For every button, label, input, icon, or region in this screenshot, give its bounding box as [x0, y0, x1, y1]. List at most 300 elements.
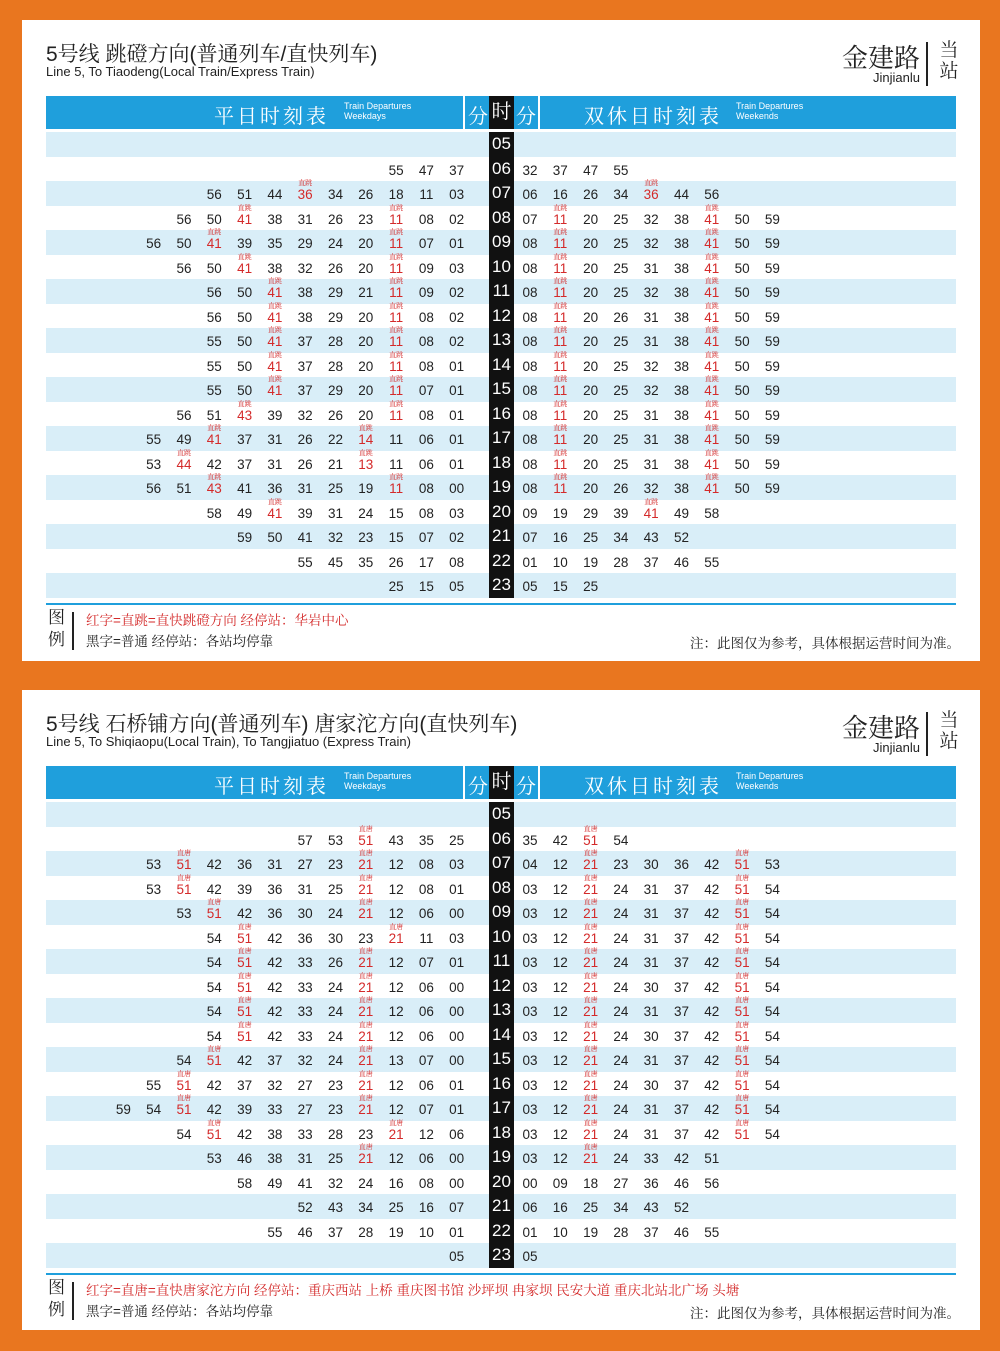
hour-cell: 11: [489, 279, 514, 304]
weekday-minute: 24: [327, 1028, 344, 1044]
weekend-minute: 54: [764, 1053, 780, 1068]
weekend-minute: 50: [734, 407, 750, 423]
express-minute: 直跳 13: [351, 451, 381, 479]
weekend-minute: 37: [673, 906, 690, 921]
weekday-minute: 50: [237, 358, 253, 374]
weekend-minute: 50: [734, 383, 750, 398]
weekend-minute: 24: [613, 881, 629, 897]
express-minute: 直跳 41: [697, 279, 727, 307]
express-minute: 直唐 21: [381, 1121, 411, 1149]
express-minute: 直唐 21: [351, 1145, 381, 1173]
express-minute: 直唐 51: [169, 1072, 199, 1100]
weekday-minute: 12: [388, 1028, 404, 1044]
weekend-minute: 03: [522, 955, 538, 970]
weekday-minute: 24: [327, 236, 344, 251]
weekend-minute: 32: [643, 383, 659, 398]
weekday-minute: 08: [418, 211, 434, 227]
weekend-minute: 25: [613, 211, 629, 227]
express-minute: 直跳 11: [545, 426, 575, 454]
express-minute: 直唐 21: [351, 1047, 381, 1075]
weekday-minute: 50: [176, 236, 192, 251]
weekend-minute: 42: [704, 1053, 720, 1068]
express-minute: 直唐 51: [727, 1096, 757, 1124]
weekend-minute: 31: [643, 407, 659, 423]
weekend-minute: 54: [764, 1028, 780, 1044]
table-row: [46, 451, 956, 476]
express-minute: 直唐 21: [576, 1072, 606, 1100]
weekday-minute: 12: [388, 955, 404, 970]
weekend-minute: 01: [522, 554, 538, 570]
weekday-minute: 05: [449, 579, 465, 594]
weekday-minute: 50: [237, 383, 253, 398]
hour-cell: 15: [489, 1047, 514, 1072]
hour-cell: 08: [489, 876, 514, 901]
weekday-minute: 43: [327, 1200, 344, 1215]
timetable-header: [46, 96, 956, 129]
express-minute: 直唐 21: [576, 1096, 606, 1124]
express-minute: 直唐 21: [351, 949, 381, 977]
weekday-minute: 12: [388, 1151, 404, 1166]
weekday-minute: 10: [418, 1224, 434, 1240]
weekday-minute: 07: [418, 383, 434, 398]
weekend-minute: 06: [522, 1200, 538, 1215]
weekday-minute: 42: [237, 1053, 253, 1068]
weekday-minute: 55: [206, 358, 222, 374]
weekend-minute: 50: [734, 358, 750, 374]
weekend-minute: 03: [522, 1077, 538, 1093]
weekday-minute: 57: [297, 832, 313, 848]
legend-vline: [72, 612, 74, 650]
weekday-minute: 00: [449, 1053, 465, 1068]
weekend-minute: 34: [613, 187, 629, 202]
express-minute: 直跳 43: [230, 402, 260, 430]
hour-cell: 23: [489, 1243, 514, 1268]
weekday-subtitle: [344, 101, 411, 121]
weekend-minute: 12: [552, 1053, 568, 1068]
weekend-minute: 20: [583, 260, 599, 276]
table-row: [46, 132, 956, 157]
weekend-minute: 23: [613, 857, 629, 872]
table-row: [46, 998, 956, 1023]
station-name-zh: 金建路: [841, 43, 920, 73]
current-station-tag: 当站: [939, 40, 959, 82]
express-minute: 直跳 11: [545, 255, 575, 283]
weekend-minute: 42: [704, 1004, 720, 1019]
weekday-minute: 56: [146, 236, 162, 251]
weekday-minute: 32: [327, 1175, 344, 1191]
weekday-minute: 28: [358, 1224, 374, 1240]
weekday-minute: 02: [449, 530, 465, 545]
express-minute: 直跳 41: [697, 304, 727, 332]
weekend-minute: 37: [673, 930, 690, 946]
weekday-minute: 07: [418, 236, 434, 251]
weekend-minute: 42: [704, 1102, 720, 1117]
express-minute: 直唐 21: [576, 998, 606, 1026]
weekday-minute: 08: [418, 881, 434, 897]
hour-cell: 12: [489, 304, 514, 329]
weekend-minute: 54: [764, 930, 780, 946]
weekend-minute: 32: [643, 211, 659, 227]
weekend-title: 双休日时刻表: [584, 106, 722, 128]
weekday-minute: 26: [327, 407, 344, 423]
weekend-minute: 08: [522, 358, 538, 374]
weekday-minute: 20: [358, 236, 374, 251]
weekend-minute: 25: [613, 456, 629, 472]
station-name-en: Jinjianlu: [873, 740, 920, 755]
title-en: Line 5, To Tiaodeng(Local Train/Express Train): [46, 64, 315, 79]
weekend-minute: 31: [643, 1004, 659, 1019]
minute-label-left: 分: [468, 776, 488, 798]
weekend-minute: 16: [552, 1200, 568, 1215]
weekday-minute: 24: [327, 906, 344, 921]
express-minute: 直跳 11: [381, 328, 411, 356]
weekday-minute: 32: [327, 530, 344, 545]
weekday-minute: 31: [297, 881, 313, 897]
weekend-minute: 03: [522, 1102, 538, 1117]
weekday-minute: 33: [297, 1028, 313, 1044]
weekend-minute: 08: [522, 383, 538, 398]
weekday-minute: 09: [418, 260, 434, 276]
express-minute: 直唐 21: [351, 851, 381, 879]
weekend-minute: 12: [552, 1126, 568, 1142]
weekday-minute: 11: [419, 187, 434, 202]
express-minute: 直唐 51: [230, 998, 260, 1026]
weekday-minute: 17: [418, 554, 434, 570]
weekend-minute: 58: [704, 505, 720, 521]
weekday-minute: 20: [358, 260, 374, 276]
table-row: [46, 157, 956, 182]
weekday-minute: 56: [176, 260, 192, 276]
table-row: [46, 573, 956, 598]
legend-local: 黑字=普通 经停站：各站均停靠: [86, 1304, 274, 1319]
weekday-minute: 11: [389, 432, 404, 447]
weekday-minute: 27: [297, 1077, 313, 1093]
timetable-header: [46, 766, 956, 799]
weekday-minute: 35: [418, 832, 434, 848]
weekday-minute: 06: [418, 1004, 434, 1019]
weekday-minute: 32: [297, 260, 313, 276]
weekday-minute: 03: [449, 505, 465, 521]
weekday-minute: 12: [388, 1004, 404, 1019]
weekend-minute: 31: [643, 432, 659, 447]
weekday-minute: 42: [267, 1004, 283, 1019]
weekend-minute: 03: [522, 979, 538, 995]
express-minute: 直跳 41: [697, 475, 727, 503]
weekday-minute: 51: [237, 187, 253, 202]
weekend-minute: 54: [764, 906, 780, 921]
weekend-minute: 31: [643, 260, 659, 276]
express-minute: 直跳 41: [697, 353, 727, 381]
weekday-minute: 37: [237, 456, 253, 472]
weekday-minute: 42: [206, 881, 222, 897]
hour-cell: 11: [489, 949, 514, 974]
express-minute: 直跳 41: [697, 230, 727, 258]
weekend-minute: 54: [764, 881, 780, 897]
weekend-minute: 20: [583, 481, 599, 496]
weekday-minute: 28: [327, 334, 344, 349]
weekday-minute: 11: [389, 456, 404, 472]
weekday-minute: 31: [297, 481, 313, 496]
weekend-minute: 28: [613, 1224, 629, 1240]
weekday-minute: 47: [418, 162, 434, 178]
hour-cell: 20: [489, 1170, 514, 1195]
weekend-minute: 37: [552, 162, 568, 178]
weekday-minute: 08: [418, 1175, 434, 1191]
weekend-minute: 37: [673, 1053, 690, 1068]
weekend-minute: 20: [583, 334, 599, 349]
weekend-minute: 34: [613, 1200, 629, 1215]
table-row: [46, 1096, 956, 1121]
express-minute: 直跳 11: [381, 475, 411, 503]
weekend-minute: 38: [673, 309, 690, 325]
weekend-subtitle-line1: Train Departures: [736, 101, 804, 111]
weekday-minute: 06: [418, 906, 434, 921]
weekend-minute: 37: [673, 979, 690, 995]
weekday-minute: 01: [449, 1077, 465, 1093]
weekday-minute: 54: [206, 979, 222, 995]
weekend-minute: 08: [522, 456, 538, 472]
express-minute: 直跳 11: [545, 206, 575, 234]
weekday-minute: 00: [449, 1175, 465, 1191]
weekday-minute: 42: [206, 857, 222, 872]
weekday-minute: 01: [449, 456, 465, 472]
weekday-minute: 20: [358, 383, 374, 398]
weekday-minute: 29: [297, 236, 313, 251]
weekday-minute: 34: [327, 187, 344, 202]
weekend-minute: 12: [552, 1102, 568, 1117]
weekday-minute: 58: [206, 505, 222, 521]
express-minute: 直跳 11: [381, 206, 411, 234]
weekend-subtitle: [736, 101, 803, 121]
weekday-minute: 24: [358, 505, 374, 521]
weekend-minute: 03: [522, 1053, 538, 1068]
hour-cell: 09: [489, 230, 514, 255]
hour-cell: 09: [489, 900, 514, 925]
weekend-minute: 42: [552, 832, 568, 848]
weekday-minute: 31: [297, 1151, 313, 1166]
weekday-minute: 33: [267, 1102, 283, 1117]
table-row: [46, 802, 956, 827]
hour-cell: 21: [489, 524, 514, 549]
weekday-minute: 53: [146, 857, 162, 872]
hour-cell: 22: [489, 1219, 514, 1244]
express-minute: 直唐 51: [727, 851, 757, 879]
weekend-minute: 54: [764, 1102, 780, 1117]
weekday-minute: 38: [267, 1151, 283, 1166]
hour-cell: 19: [489, 475, 514, 500]
weekend-minute: 52: [673, 1200, 690, 1215]
weekend-minute: 19: [552, 505, 568, 521]
weekend-subtitle: [736, 771, 803, 791]
weekday-minute: 06: [418, 979, 434, 995]
express-minute: 直跳 11: [381, 402, 411, 430]
weekday-minute: 54: [206, 1028, 222, 1044]
express-minute: 直跳 41: [260, 377, 290, 405]
weekend-minute: 08: [522, 407, 538, 423]
weekend-minute: 08: [522, 236, 538, 251]
legend-divider: [46, 603, 956, 605]
express-minute: 直跳 11: [545, 377, 575, 405]
weekend-subtitle-line2: Weekends: [736, 781, 779, 791]
weekend-minute: 20: [583, 309, 599, 325]
weekday-minute: 42: [237, 906, 253, 921]
weekend-minute: 07: [522, 211, 538, 227]
table-row: [46, 1170, 956, 1195]
hour-cell: 13: [489, 998, 514, 1023]
weekday-minute: 02: [449, 285, 465, 300]
express-minute: 直跳 11: [381, 230, 411, 258]
express-minute: 直唐 21: [576, 925, 606, 953]
weekday-minute: 54: [206, 1004, 222, 1019]
weekday-minute: 21: [327, 456, 344, 472]
weekday-minute: 38: [267, 1126, 283, 1142]
weekend-minute: 47: [583, 162, 599, 178]
weekday-minute: 06: [418, 432, 434, 447]
hour-cell: 17: [489, 1096, 514, 1121]
weekday-minute: 56: [206, 309, 222, 325]
weekday-minute: 08: [418, 407, 434, 423]
weekday-minute: 15: [418, 579, 434, 594]
weekend-minute: 12: [552, 979, 568, 995]
express-minute: 直唐 51: [727, 1047, 757, 1075]
table-row: [46, 500, 956, 525]
weekend-minute: 31: [643, 1102, 659, 1117]
weekend-minute: 38: [673, 407, 690, 423]
weekday-minute: 52: [297, 1200, 313, 1215]
weekday-minute: 35: [358, 554, 374, 570]
weekend-minute: 42: [704, 881, 720, 897]
express-minute: 直跳 41: [697, 402, 727, 430]
weekend-minute: 32: [643, 358, 659, 374]
table-row: [46, 1194, 956, 1219]
weekday-minute: 33: [297, 979, 313, 995]
weekend-minute: 30: [643, 1028, 659, 1044]
express-minute: 直跳 41: [260, 500, 290, 528]
weekday-minute: 42: [267, 955, 283, 970]
express-minute: 直唐 51: [230, 1023, 260, 1051]
weekday-minute: 06: [418, 1077, 434, 1093]
express-minute: 直唐 21: [381, 925, 411, 953]
weekday-minute: 39: [267, 407, 283, 423]
weekday-minute: 01: [449, 1224, 465, 1240]
express-minute: 直跳 41: [697, 451, 727, 479]
weekend-minute: 24: [613, 979, 629, 995]
weekend-minute: 12: [552, 881, 568, 897]
weekday-minute: 43: [388, 832, 404, 848]
weekday-minute: 50: [237, 334, 253, 349]
weekday-minute: 23: [358, 530, 374, 545]
weekday-minute: 38: [267, 211, 283, 227]
express-minute: 直跳 41: [230, 255, 260, 283]
weekend-minute: 38: [673, 285, 690, 300]
hour-cell: 05: [489, 132, 514, 157]
weekend-minute: 59: [764, 334, 780, 349]
table-row: [46, 377, 956, 402]
weekend-minute: 59: [764, 407, 780, 423]
weekend-minute: 25: [613, 407, 629, 423]
weekday-minute: 27: [297, 857, 313, 872]
express-minute: 直跳 41: [260, 328, 290, 356]
weekday-minute: 08: [418, 334, 434, 349]
express-minute: 直跳 41: [636, 500, 666, 528]
weekday-minute: 12: [418, 1126, 434, 1142]
table-row: [46, 827, 956, 852]
express-minute: 直唐 51: [230, 974, 260, 1002]
express-minute: 直唐 21: [351, 900, 381, 928]
weekend-minute: 59: [764, 260, 780, 276]
weekend-minute: 12: [552, 906, 568, 921]
weekday-minute: 46: [297, 1224, 313, 1240]
weekend-minute: 08: [522, 260, 538, 276]
weekday-minute: 20: [358, 358, 374, 374]
weekend-minute: 12: [552, 955, 568, 970]
weekday-minute: 56: [206, 187, 222, 202]
weekend-minute: 38: [673, 481, 690, 496]
weekday-minute: 59: [115, 1102, 131, 1117]
weekday-minute: 28: [327, 358, 344, 374]
weekday-minute: 23: [358, 1126, 374, 1142]
weekday-minute: 31: [267, 432, 283, 447]
weekday-minute: 01: [449, 236, 465, 251]
weekend-minute: 59: [764, 236, 780, 251]
weekend-minute: 55: [704, 554, 720, 570]
weekday-minute: 00: [449, 1151, 465, 1166]
weekend-minute: 49: [673, 505, 690, 521]
weekday-minute: 56: [176, 211, 192, 227]
weekend-minute: 59: [764, 285, 780, 300]
minute-label-right: 分: [516, 776, 536, 798]
weekend-minute: 31: [643, 334, 659, 349]
weekend-minute: 09: [522, 505, 538, 521]
weekday-minute: 31: [327, 505, 344, 521]
weekday-minute: 54: [176, 1053, 192, 1068]
weekday-minute: 53: [327, 832, 344, 848]
express-minute: 直唐 21: [351, 1072, 381, 1100]
weekday-minute: 15: [388, 530, 404, 545]
weekend-minute: 16: [552, 187, 568, 202]
hour-cell: 13: [489, 328, 514, 353]
timetable-grid: [46, 802, 956, 1268]
weekday-minute: 16: [418, 1200, 434, 1215]
hour-label: 时: [489, 766, 514, 799]
weekday-minute: 37: [327, 1224, 344, 1240]
weekday-minute: 30: [297, 906, 313, 921]
express-minute: 直跳 36: [636, 181, 666, 209]
weekday-minute: 00: [449, 481, 465, 496]
hour-cell: 22: [489, 549, 514, 574]
weekend-minute: 25: [613, 383, 629, 398]
table-row: [46, 475, 956, 500]
express-minute: 直跳 11: [545, 353, 575, 381]
express-minute: 直唐 51: [169, 1096, 199, 1124]
express-minute: 直唐 21: [576, 851, 606, 879]
weekend-minute: 03: [522, 1151, 538, 1166]
weekday-subtitle-line2: Weekdays: [344, 111, 386, 121]
hour-cell: 14: [489, 1023, 514, 1048]
weekend-minute: 37: [673, 955, 690, 970]
weekend-minute: 50: [734, 309, 750, 325]
weekday-minute: 25: [327, 881, 344, 897]
weekend-minute: 03: [522, 881, 538, 897]
weekend-minute: 25: [613, 236, 629, 251]
weekday-minute: 37: [449, 162, 465, 178]
hour-cell: 21: [489, 1194, 514, 1219]
weekend-minute: 43: [643, 530, 659, 545]
weekday-minute: 23: [327, 857, 344, 872]
weekend-minute: 20: [583, 236, 599, 251]
table-row: [46, 1121, 956, 1146]
express-minute: 直跳 11: [545, 402, 575, 430]
